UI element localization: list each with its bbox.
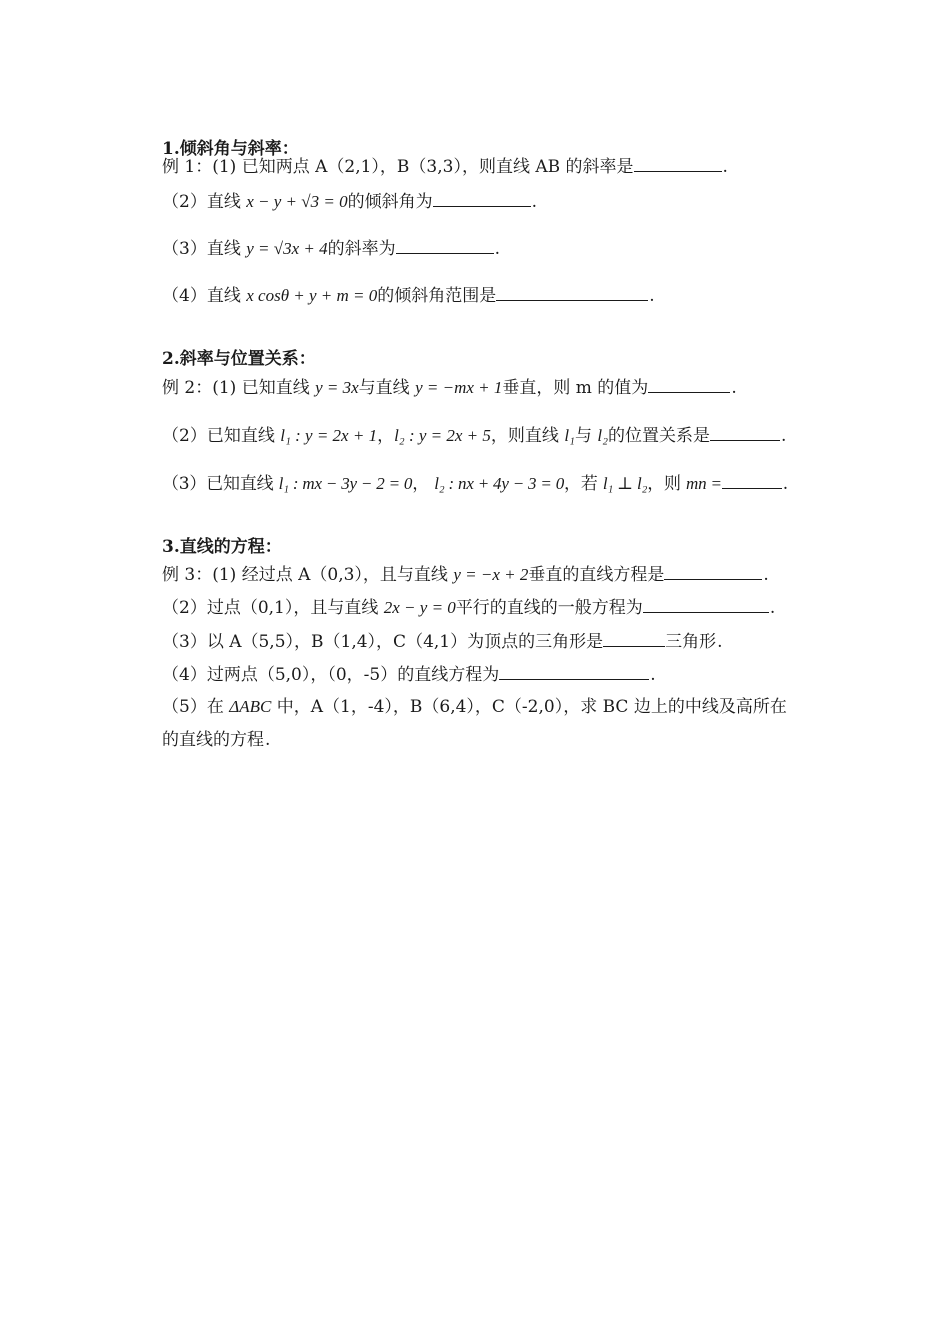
ex3-q5 [162,697,787,717]
ex2-q2-mid: ，则直线 [490,426,565,446]
ex2-q3-math-1: l₁ : mx − 3y − 2 = 0 [278,474,413,493]
ex2-q2-math-2: l₂ : y = 2x + 5 [394,426,491,445]
ex2-q3-mid: ，若 [564,474,603,494]
ex3-q4 [162,664,656,685]
section-title-2: 2.斜率与位置关系： [162,349,316,369]
ex2-q1-prefix: 例 2：(1) 已知直线 [162,378,316,398]
ex3-q1-math: y = −x + 2 [453,565,529,584]
answer-blank[interactable] [496,285,648,301]
ex2-q3-math-2: l₂ : nx + 4y − 3 = 0 [434,474,565,493]
section-title-3: 3.直线的方程： [162,537,282,557]
answer-blank[interactable] [634,156,722,172]
answer-blank[interactable] [396,238,494,254]
answer-blank[interactable] [664,564,762,580]
answer-blank[interactable] [648,377,730,393]
ex1-q1 [162,156,728,177]
period: . [717,632,723,652]
ex1-q2-math: x − y + √3 = 0 [246,192,348,211]
ex1-q2-suffix: 的倾斜角为 [347,192,433,212]
period: . [531,192,537,212]
answer-blank[interactable] [722,473,782,489]
ex3-q5-continuation: 的直线的方程 [162,730,264,750]
ex2-q1-mid: 与直线 [358,378,416,398]
ex3-q5-text: 中，A（1，-4），B（6,4），C（-2,0），求 BC 边上的中线及高所在 [271,697,787,717]
ex3-q1-prefix: 例 3：(1) 经过点 A（0,3），且与直线 [162,565,454,585]
ex3-q3 [162,631,723,652]
ex2-q2-comma: ， [377,426,395,446]
ex1-q1-text: 例 1：(1) 已知两点 A（2,1），B（3,3），则直线 AB 的斜率是 [162,157,634,177]
ex3-q5-cont [162,730,270,750]
ex1-q2 [162,191,537,212]
ex2-q2-and: 与 [574,426,598,446]
answer-blank[interactable] [603,631,665,647]
ex1-q2-prefix: （2）直线 [162,192,247,212]
ex1-q4 [162,285,655,306]
answer-blank[interactable] [710,425,780,441]
ex3-q2-math: 2x − y = 0 [383,598,456,617]
ex2-q1-suffix: 垂直，则 m 的值为 [502,378,649,398]
period: . [769,598,776,618]
ex2-q2-math-1: l₁ : y = 2x + 1 [280,426,378,445]
ex3-q2-suffix: 平行的直线的一般方程为 [455,598,643,618]
ex2-q3 [162,473,788,494]
ex1-q4-suffix: 的倾斜角范围是 [377,286,497,306]
ex1-q3-suffix: 的斜率为 [327,239,396,259]
ex2-q3-comma: ， [412,474,435,494]
period: . [722,157,728,177]
period: . [731,378,737,398]
period: . [763,565,769,585]
ex2-q2-suffix: 的位置关系是 [608,426,711,446]
ex1-q3-math: y = √3x + 4 [246,239,328,258]
ex3-q4-prefix: （4）过两点（5,0），（0，-5）的直线方程为 [162,665,500,685]
answer-blank[interactable] [433,191,531,207]
ex2-q2-math-3: l₁ [564,426,575,445]
ex2-q1-math-2: y = −mx + 1 [415,378,503,397]
ex3-q5-prefix: （5）在 [162,697,230,717]
ex2-q2-prefix: （2）已知直线 [162,426,281,446]
ex3-q5-math: ΔABC [229,697,272,716]
ex2-q3-math-4: mn = [686,474,722,493]
ex3-q3-prefix: （3）以 A（5,5），B（1,4），C（4,1）为顶点的三角形是 [162,632,604,652]
answer-blank[interactable] [499,664,649,680]
ex1-q4-math: x cosθ + y + m = 0 [246,286,378,305]
ex1-q3 [162,238,500,259]
ex2-q3-prefix: （3）已知直线 [162,474,279,494]
period: . [649,286,655,306]
ex3-q1-suffix: 垂直的直线方程是 [528,565,665,585]
answer-blank[interactable] [643,597,769,613]
ex3-q2-prefix: （2）过点（0,1），且与直线 [162,598,384,618]
section-title-1: 1.倾斜角与斜率： [162,139,299,159]
period: . [494,239,501,259]
period: . [265,730,271,750]
ex2-q2 [162,425,786,446]
ex2-q1-math-1: y = 3x [315,378,359,397]
ex1-q4-prefix: （4）直线 [162,286,247,306]
period: . [782,474,788,494]
ex3-q1 [162,564,769,585]
ex1-q3-prefix: （3）直线 [162,239,247,259]
ex2-q1 [162,377,737,398]
period: . [650,665,656,685]
ex3-q3-suffix: 三角形 [665,632,717,652]
ex2-q2-math-4: l₂ [597,426,609,445]
ex2-q3-math-3: l₁ ⊥ l₂ [602,474,648,493]
ex2-q3-then: ，则 [647,474,687,494]
period: . [781,426,787,446]
ex3-q2 [162,597,775,618]
